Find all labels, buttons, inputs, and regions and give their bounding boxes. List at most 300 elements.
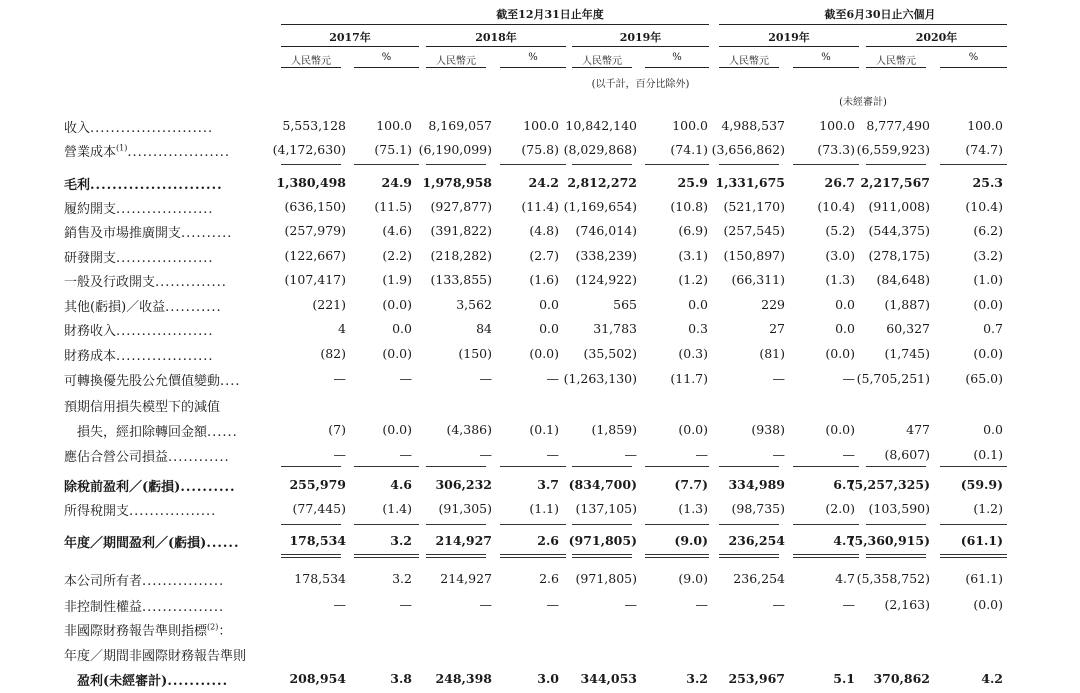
row-label [64, 296, 222, 315]
subtotal-rule [426, 524, 486, 525]
amount-cell: (544,375) [868, 223, 930, 238]
amount-cell: (107,417) [284, 272, 346, 287]
amount-cell: (82) [320, 346, 346, 361]
sub-underline [940, 67, 1007, 68]
row-label [64, 570, 224, 589]
subtotal-rule [645, 164, 709, 165]
percent-cell: (0.0) [973, 346, 1003, 361]
percent-cell: 3.0 [537, 671, 559, 686]
total-double-rule [500, 554, 566, 558]
percent-cell: 4.7 [833, 533, 855, 548]
percent-cell: 100.0 [819, 118, 855, 133]
amount-cell: (221) [312, 297, 346, 312]
amount-cell: (391,822) [430, 223, 492, 238]
group-header-six-months: 截至6月30日止六個月 [824, 8, 936, 21]
leader-dots: ........... [167, 674, 229, 689]
amount-cell: — [624, 597, 637, 612]
percent-cell: (0.0) [382, 297, 412, 312]
percent-cell: 3.2 [392, 571, 412, 586]
percent-cell: (1.9) [382, 272, 412, 287]
amount-cell: (133,855) [430, 272, 492, 287]
amount-cell: (81) [759, 346, 785, 361]
amount-cell: 8,777,490 [866, 118, 930, 133]
percent-cell: (1.3) [678, 501, 708, 516]
row-label-text: 預期信用損失模型下的減值 [64, 400, 221, 415]
amount-cell: 236,254 [733, 571, 785, 586]
percent-cell: (1.2) [678, 272, 708, 287]
sub-underline [645, 67, 709, 68]
percent-cell: (0.0) [678, 422, 708, 437]
row-label [64, 396, 220, 415]
row-label [64, 532, 239, 551]
amount-cell: 214,927 [435, 533, 492, 548]
percent-cell: (0.0) [973, 597, 1003, 612]
percent-cell: (0.0) [382, 422, 412, 437]
row-label [64, 670, 228, 689]
subtotal-rule [354, 164, 419, 165]
percent-header: % [672, 52, 682, 63]
percent-cell: (1.1) [529, 501, 559, 516]
leader-dots: .......... [181, 226, 233, 241]
percent-cell: (3.0) [825, 248, 855, 263]
period-header-2019: 2019年 [619, 31, 662, 44]
row-label [64, 500, 216, 519]
row-label [64, 476, 236, 495]
amount-cell: — [772, 371, 785, 386]
subtotal-rule [719, 524, 779, 525]
leader-dots: ： [218, 624, 233, 639]
percent-cell: — [546, 371, 559, 386]
percent-cell: (3.2) [973, 248, 1003, 263]
percent-cell: 0.0 [835, 321, 855, 336]
percent-cell: 0.0 [392, 321, 412, 336]
amount-cell: 8,169,057 [428, 118, 492, 133]
amount-cell: (6,190,099) [418, 142, 492, 157]
row-label-text: 財務成本 [64, 349, 117, 364]
percent-cell: 0.7 [983, 321, 1003, 336]
total-double-rule [281, 554, 341, 558]
subtotal-rule [281, 524, 341, 525]
group-header-six-months-underline [719, 24, 1007, 25]
leader-dots: ................ [142, 574, 225, 589]
percent-cell: (1.0) [973, 272, 1003, 287]
amount-cell: 1,380,498 [276, 175, 346, 190]
leader-dots: .............. [155, 275, 227, 290]
subtotal-rule [572, 524, 632, 525]
amount-cell: (1,859) [591, 422, 637, 437]
percent-cell: (1.6) [529, 272, 559, 287]
amount-cell: (2,163) [884, 597, 930, 612]
percent-cell: (11.4) [521, 199, 559, 214]
sub-underline [354, 67, 419, 68]
amount-cell: 60,327 [886, 321, 930, 336]
row-label [64, 446, 230, 465]
percent-cell: — [842, 371, 855, 386]
row-label-text: 年度／期間非國際財務報告準則 [64, 649, 247, 664]
percent-header: % [821, 52, 831, 63]
amount-cell: (257,979) [284, 223, 346, 238]
row-label-text: 本公司所有者 [64, 574, 143, 589]
percent-cell: — [695, 447, 708, 462]
row-label-text: 其他(虧損)／收益 [64, 300, 166, 315]
row-label [64, 222, 232, 241]
row-label [64, 320, 214, 339]
amount-cell: 2,217,567 [860, 175, 930, 190]
amount-cell: (6,559,923) [856, 142, 930, 157]
currency-header: 人民幣元 [876, 56, 916, 67]
percent-cell: (0.0) [973, 297, 1003, 312]
row-label-text: 除稅前盈利／(虧損) [64, 480, 181, 495]
total-double-rule [354, 554, 419, 558]
amount-cell: (122,667) [284, 248, 346, 263]
percent-cell: (6.9) [678, 223, 708, 238]
amount-cell: (278,175) [868, 248, 930, 263]
amount-cell: (338,239) [575, 248, 637, 263]
subtotal-rule [940, 524, 1007, 525]
percent-cell: 5.1 [833, 671, 855, 686]
subtotal-rule [866, 524, 926, 525]
percent-cell: (74.1) [670, 142, 708, 157]
amount-cell: (150) [458, 346, 492, 361]
percent-cell: (7.7) [674, 477, 708, 492]
percent-cell: (6.2) [973, 223, 1003, 238]
row-label [64, 117, 213, 136]
amount-cell: (636,150) [284, 199, 346, 214]
percent-cell: (73.3) [817, 142, 855, 157]
row-label-text: 非國際財務報告準則指標 [64, 624, 208, 639]
percent-cell: (9.0) [678, 571, 708, 586]
row-label-text: 收入 [64, 121, 91, 136]
subtotal-rule [281, 164, 341, 165]
percent-cell: 26.7 [824, 175, 855, 190]
amount-cell: 178,534 [294, 571, 346, 586]
row-label [64, 421, 238, 440]
footnote-ref: (2) [207, 622, 219, 632]
amount-cell: (1,887) [884, 297, 930, 312]
subtotal-rule [354, 524, 419, 525]
sub-underline [719, 67, 779, 68]
sub-underline [426, 67, 486, 68]
percent-cell: — [842, 597, 855, 612]
subtotal-rule [866, 466, 926, 467]
amount-cell: 477 [906, 422, 930, 437]
row-label [64, 620, 232, 639]
subtotal-rule [572, 466, 632, 467]
percent-cell: (1.4) [382, 501, 412, 516]
amount-cell: 306,232 [435, 477, 492, 492]
percent-header: % [381, 52, 392, 63]
amount-cell: 255,979 [289, 477, 346, 492]
row-label [64, 370, 241, 389]
group-header-year-end-underline [281, 24, 709, 25]
amount-cell: (746,014) [575, 223, 637, 238]
leader-dots: .......... [180, 480, 236, 495]
amount-cell: — [333, 597, 346, 612]
percent-cell: 2.6 [539, 571, 559, 586]
percent-cell: (4.6) [382, 223, 412, 238]
sub-underline [572, 67, 632, 68]
percent-cell: — [695, 597, 708, 612]
amount-cell: 334,989 [728, 477, 785, 492]
sub-underline [281, 67, 341, 68]
row-label-text: 應佔合營公司損益 [64, 450, 169, 465]
percent-cell: (5.2) [825, 223, 855, 238]
subtotal-rule [793, 466, 859, 467]
percent-cell: (11.5) [374, 199, 412, 214]
amount-cell: (8,029,868) [563, 142, 637, 157]
percent-cell: (10.4) [965, 199, 1003, 214]
amount-cell: — [479, 371, 492, 386]
amount-cell: 248,398 [435, 671, 492, 686]
percent-cell: (2.0) [825, 501, 855, 516]
subtotal-rule [500, 466, 566, 467]
leader-dots: ................... [116, 202, 214, 217]
percent-cell: (59.9) [960, 477, 1003, 492]
subtotal-rule [940, 164, 1007, 165]
percent-cell: (0.0) [382, 346, 412, 361]
percent-cell: (11.7) [670, 371, 708, 386]
percent-cell: (4.8) [529, 223, 559, 238]
subtotal-rule [281, 466, 341, 467]
sub-underline [866, 67, 926, 68]
total-double-rule [940, 554, 1007, 558]
percent-cell: — [399, 447, 412, 462]
percent-cell: (3.1) [678, 248, 708, 263]
percent-cell: 3.2 [686, 671, 708, 686]
currency-header: 人民幣元 [291, 56, 331, 67]
amount-cell: 4 [338, 321, 346, 336]
percent-cell: — [399, 597, 412, 612]
row-label [64, 247, 214, 266]
subtotal-rule [940, 466, 1007, 467]
amount-cell: (7) [328, 422, 346, 437]
amount-cell: (137,105) [575, 501, 637, 516]
amount-cell: (834,700) [568, 477, 637, 492]
row-label-text: 財務收入 [64, 324, 117, 339]
amount-cell: — [772, 447, 785, 462]
period-header-2020-h1: 2020年 [915, 31, 958, 44]
period-header-2017: 2017年 [329, 31, 371, 44]
note-unaudited: (未經審計) [839, 97, 887, 108]
percent-cell: 0.3 [688, 321, 708, 336]
note-thousands: (以千計，百分比除外) [591, 79, 690, 90]
percent-cell: (0.0) [825, 346, 855, 361]
amount-cell: 84 [476, 321, 492, 336]
percent-cell: 24.9 [381, 175, 412, 190]
row-label-text: 研發開支 [64, 251, 117, 266]
leader-dots: ........... [165, 300, 222, 315]
leader-dots: .... [220, 374, 241, 389]
amount-cell: (103,590) [868, 501, 930, 516]
amount-cell: 3,562 [456, 297, 492, 312]
percent-cell: 3.8 [390, 671, 412, 686]
subtotal-rule [572, 164, 632, 165]
subtotal-rule [793, 164, 859, 165]
percent-header: % [528, 52, 538, 63]
percent-cell: (65.0) [965, 371, 1003, 386]
amount-cell: (98,735) [731, 501, 785, 516]
leader-dots: ............ [168, 450, 230, 465]
subtotal-rule [426, 466, 486, 467]
amount-cell: (4,172,630) [272, 142, 346, 157]
percent-cell: 100.0 [376, 118, 412, 133]
amount-cell: 344,053 [580, 671, 637, 686]
percent-cell: (1.2) [973, 501, 1003, 516]
leader-dots: ................... [116, 251, 214, 266]
amount-cell: — [624, 447, 637, 462]
percent-cell: 4.6 [390, 477, 412, 492]
amount-cell: 27 [769, 321, 785, 336]
amount-cell: 10,842,140 [565, 118, 637, 133]
amount-cell: 1,978,958 [422, 175, 492, 190]
amount-cell: 2,812,272 [567, 175, 637, 190]
total-double-rule [645, 554, 709, 558]
amount-cell: (150,897) [723, 248, 785, 263]
row-label [64, 645, 246, 664]
row-label [64, 271, 227, 290]
percent-cell: (10.8) [670, 199, 708, 214]
row-label-text: 營業成本 [64, 145, 117, 160]
period-header-2018: 2018年 [475, 31, 517, 44]
percent-header: % [968, 52, 979, 63]
percent-cell: (2.7) [529, 248, 559, 263]
percent-cell: 100.0 [967, 118, 1003, 133]
subtotal-rule [645, 524, 709, 525]
total-double-rule [426, 554, 486, 558]
subtotal-rule [645, 466, 709, 467]
row-label [64, 141, 230, 160]
row-label-text: 盈利(未經審計) [64, 674, 168, 689]
leader-dots: .................... [127, 145, 231, 160]
percent-cell: (0.0) [825, 422, 855, 437]
amount-cell: 4,988,537 [721, 118, 785, 133]
amount-cell: 253,967 [728, 671, 785, 686]
percent-cell: (2.2) [382, 248, 412, 263]
row-label-text: 履約開支 [64, 202, 117, 217]
leader-dots: ................ [142, 600, 225, 615]
subtotal-rule [719, 164, 779, 165]
period-underline [866, 46, 1007, 47]
percent-cell: 4.7 [835, 571, 855, 586]
period-underline [719, 46, 859, 47]
percent-cell: (10.4) [817, 199, 855, 214]
amount-cell: (91,305) [438, 501, 492, 516]
percent-cell: (75.8) [521, 142, 559, 157]
amount-cell: 1,331,675 [715, 175, 785, 190]
sub-underline [793, 67, 859, 68]
subtotal-rule [500, 164, 566, 165]
percent-cell: (74.7) [965, 142, 1003, 157]
subtotal-rule [426, 164, 486, 165]
percent-cell: (75.1) [374, 142, 412, 157]
amount-cell: (521,170) [723, 199, 785, 214]
currency-header: 人民幣元 [729, 56, 769, 67]
total-double-rule [572, 554, 632, 558]
total-double-rule [719, 554, 779, 558]
percent-cell: 0.0 [539, 297, 559, 312]
amount-cell: (4,386) [446, 422, 492, 437]
percent-cell: (0.3) [678, 346, 708, 361]
period-header-2019-h1: 2019年 [768, 31, 810, 44]
currency-header: 人民幣元 [582, 56, 622, 67]
amount-cell: (927,877) [430, 199, 492, 214]
percent-cell: — [842, 447, 855, 462]
amount-cell: (84,648) [876, 272, 930, 287]
percent-cell: (61.1) [960, 533, 1003, 548]
row-label [64, 596, 224, 615]
amount-cell: (3,656,862) [711, 142, 785, 157]
amount-cell: — [479, 597, 492, 612]
row-label-text: 可轉換優先股公允價值變動 [64, 374, 221, 389]
amount-cell: — [772, 597, 785, 612]
percent-cell: 0.0 [983, 422, 1003, 437]
percent-cell: (0.1) [973, 447, 1003, 462]
percent-cell: 100.0 [672, 118, 708, 133]
row-label-text: 毛利 [64, 178, 91, 193]
percent-cell: — [546, 447, 559, 462]
amount-cell: — [333, 447, 346, 462]
amount-cell: 229 [761, 297, 785, 312]
period-underline [572, 46, 709, 47]
subtotal-rule [793, 524, 859, 525]
total-double-rule [866, 554, 926, 558]
row-label-text: 一般及行政開支 [64, 275, 156, 290]
percent-cell: (61.1) [965, 571, 1003, 586]
amount-cell: (938) [751, 422, 785, 437]
subtotal-rule [719, 466, 779, 467]
amount-cell: 565 [613, 297, 637, 312]
amount-cell: (218,282) [430, 248, 492, 263]
percent-cell: (0.0) [529, 346, 559, 361]
leader-dots: ...... [207, 425, 238, 440]
leader-dots: ................... [116, 324, 214, 339]
percent-cell: 3.7 [537, 477, 559, 492]
amount-cell: 214,927 [440, 571, 492, 586]
percent-cell: 6.7 [833, 477, 855, 492]
percent-cell: 0.0 [835, 297, 855, 312]
amount-cell: (1,263,130) [563, 371, 637, 386]
group-header-year-end: 截至12月31日止年度 [496, 8, 604, 21]
leader-dots: ...... [206, 536, 240, 551]
period-underline [426, 46, 566, 47]
footnote-ref: (1) [116, 143, 128, 153]
row-label [64, 174, 223, 193]
amount-cell: (971,805) [568, 533, 637, 548]
percent-cell: 0.0 [539, 321, 559, 336]
percent-cell: 25.3 [972, 175, 1003, 190]
total-double-rule [793, 554, 859, 558]
percent-cell: 24.2 [528, 175, 559, 190]
amount-cell: — [479, 447, 492, 462]
percent-cell: (0.1) [529, 422, 559, 437]
subtotal-rule [866, 164, 926, 165]
row-label-text: 非控制性權益 [64, 600, 143, 615]
percent-cell: 25.9 [677, 175, 708, 190]
leader-dots: ................. [129, 504, 217, 519]
amount-cell: 236,254 [728, 533, 785, 548]
percent-cell: — [399, 371, 412, 386]
sub-underline [500, 67, 566, 68]
row-label [64, 198, 214, 217]
amount-cell: (5,358,752) [856, 571, 930, 586]
percent-cell: 2.6 [537, 533, 559, 548]
row-label-text: 損失，經扣除轉回金額 [64, 425, 208, 440]
row-label-text: 年度／期間盈利／(虧損) [64, 536, 207, 551]
percent-cell: (1.3) [825, 272, 855, 287]
currency-header: 人民幣元 [436, 56, 476, 67]
amount-cell: (257,545) [723, 223, 785, 238]
percent-cell: 100.0 [523, 118, 559, 133]
